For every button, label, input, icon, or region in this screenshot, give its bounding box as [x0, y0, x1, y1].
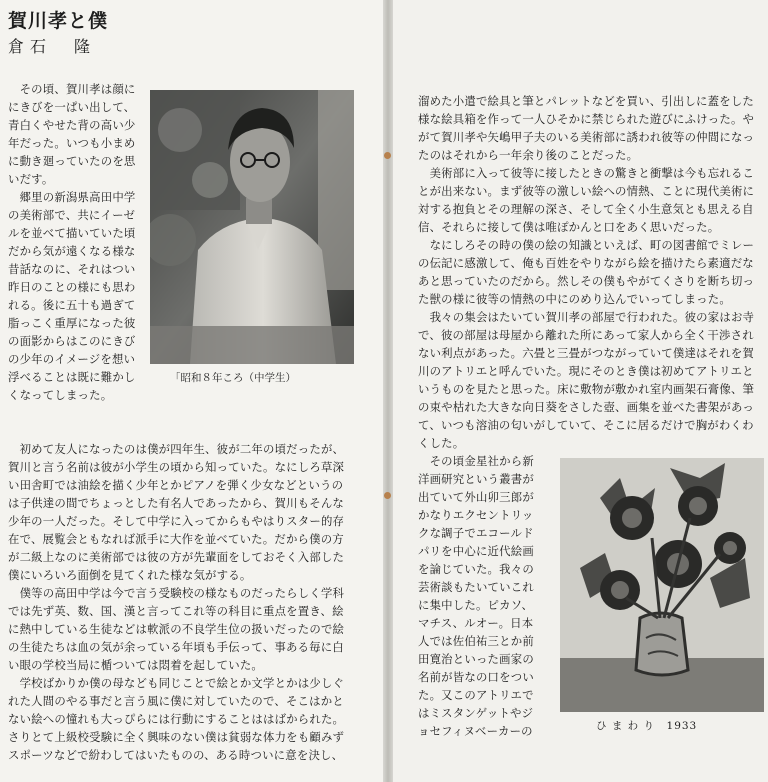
text-line: 郷里の新潟県高田中学 — [8, 190, 136, 204]
text-line: 浮べることは既に難かし — [8, 370, 136, 384]
text-line: 賀川と言う名前は彼が小学生の頃から知っていた。なにしろ草深 — [8, 460, 345, 474]
text-line: くした。 — [418, 436, 465, 450]
sunflower-painting — [560, 458, 764, 712]
text-line: 田寛治といった画家の — [418, 652, 534, 666]
text-line: 様な絵具箱を作って一人ひそかに禁じられた遊びにふけった。や — [418, 112, 755, 126]
text-line: かなりエクセントリッ — [418, 508, 534, 522]
text-line: れる。後に五十も過ぎて — [8, 298, 136, 312]
left-narrow-column — [8, 80, 150, 404]
text-line: を論じていた。我々の — [418, 562, 534, 576]
portrait-photo — [150, 90, 354, 364]
text-line: スポーツなどで紛わしてはいたものの、ある時ついに意を決し、 — [8, 748, 344, 762]
text-line: あと思っていたのだから。然しその僕もやがてくさりを断ち切っ — [418, 274, 755, 288]
text-line: い田舎町では油絵を描く少年とかピアノを弾く少女などというの — [8, 478, 344, 492]
text-line: た。又このアトリエで — [418, 688, 534, 702]
text-line: パリを中心に近代絵画 — [418, 544, 534, 558]
text-line: その頃、賀川孝は顔に — [8, 82, 136, 96]
text-line: に集中した。ピカソ、 — [418, 598, 534, 612]
text-line: さりとて上級校受験に全く興味のない僕は貧弱な体力をも顧みず — [8, 730, 345, 744]
left-wide-column — [8, 440, 376, 764]
text-line: で、彼の部屋は母屋から離れた所にあって家人から全く干渉され — [418, 328, 754, 342]
text-line: 脂っこく重厚になった彼 — [8, 316, 136, 330]
text-line: に動き廻っていたのを思 — [8, 154, 136, 168]
text-line: いうものを見たと思った。床に敷物が敷かれ室内画架石膏像、筆 — [418, 382, 755, 396]
text-line: マチス、ルオー。日本 — [418, 616, 534, 630]
portrait-image — [150, 90, 354, 364]
text-line: て、いつも溶油の匂いがしていて、そこに居るだけで胸がわくわ — [418, 418, 754, 432]
text-line: クな調子でエコールド — [418, 526, 534, 540]
text-line: の少年のイメージを想い — [8, 352, 136, 366]
text-line: はミスタンゲットやジ — [418, 706, 534, 720]
text-line: 名前が皆なの口をつい — [418, 670, 534, 684]
text-line: 昔話なのに、それはつい — [8, 262, 136, 276]
right-wide-column — [418, 92, 758, 452]
text-line: ルを並べて描いていた頃 — [8, 226, 136, 240]
text-line: 人では佐伯祐三とか前 — [418, 634, 534, 648]
text-line: 少年の一人だった。そして中学に入ってからもやはりスター的存 — [8, 514, 345, 528]
text-line: の面影からはこのにきび — [8, 334, 136, 348]
right-narrow-column — [418, 452, 558, 740]
text-line: 青白くやせた背の高い少 — [8, 118, 136, 132]
text-line: の生徒たちは血の気が余っている年頃も手伝って、事ある毎に白 — [8, 640, 344, 654]
text-line: がて賀川孝や矢嶋甲子夫のいる美術部に誘われ彼等の仲間になっ — [418, 130, 755, 144]
text-line: 溜めた小遣で絵具と筆とパレットなどを買い、引出しに蓋をした — [418, 94, 755, 108]
text-line: 昨日のことの様にも思わ — [8, 280, 136, 294]
text-line: 出ていて外山卯三郎が — [418, 490, 534, 504]
sunflower-image — [560, 458, 764, 712]
text-line: 我々の集会はたいてい賀川孝の部屋で行われた。彼の家はお寺 — [418, 310, 755, 324]
portrait-caption: 「昭和８年ころ（中学生） — [170, 372, 296, 384]
text-line: 僕にいろいろ面倒を見てくれた様な気がする。 — [8, 568, 252, 582]
text-line: 僕等の高田中学は今で言う受験校の様なものだったらしく学科 — [8, 586, 345, 600]
text-line: くなってしまった。 — [8, 388, 113, 402]
text-line: 美術部に入って彼等に接したときの驚きと衝撃は今も忘れるこ — [418, 166, 755, 180]
text-line: とが出来ない。まず彼等の激しい絵への情熱、ことに現代美術に — [418, 184, 755, 198]
text-line: た獣の様に彼等の情熱の中にのめり込んでいってしまった。 — [418, 292, 731, 306]
book-spine — [383, 0, 393, 782]
text-line: 川のアトリエと呼んでいた。現にそのとき僕は初めてアトリエと — [418, 364, 754, 378]
text-line: 信、それらに接して僕は唯ぽかんと口をあく思いだった。 — [418, 220, 720, 234]
text-line: の束や枯れた大きな向日葵をさした壺、画集を並べた書架があっ — [418, 400, 755, 414]
text-line: たのはそれから一年余り後のことだった。 — [418, 148, 639, 162]
text-line: 洋画研究という叢書が — [418, 472, 534, 486]
text-line: にきびを一ぱい出して、 — [8, 100, 136, 114]
text-line: に熱中している生徒などは軟派の不良学生位の扱いだったので絵 — [8, 622, 345, 636]
text-line: 学校ばかりか僕の母なども同じことで絵とか文学とかは少しぐ — [8, 676, 345, 690]
text-line: 初めて友人になったのは僕が四年生、彼が二年の頃だったが、 — [8, 442, 345, 456]
binding-hole — [384, 492, 391, 499]
text-line: の美術部で、共にイーゼ — [8, 208, 136, 222]
text-line: ない絵への憧れも大っぴらには行動にすることははばかられた。 — [8, 712, 345, 726]
text-line: ョセフィヌベーカーの — [418, 724, 533, 738]
text-line: いだす。 — [8, 172, 54, 186]
article-author: 倉石 隆 — [8, 37, 97, 56]
text-line: い眼の学校当局に楯ついては悶着を起していた。 — [8, 658, 263, 672]
text-line: なにしろその時の僕の絵の知識といえば、町の図書館でミレー — [418, 238, 755, 252]
text-line: だから気が遠くなる様な — [8, 244, 136, 258]
sunflower-caption: ひ ま わ り 1933 — [596, 720, 698, 732]
text-line: は子供達の間でちょっとした有名人であったから、賀川もそんな — [8, 496, 345, 510]
text-line: が二級上なのに美術部では彼の方が先輩面をしておそく入部した — [8, 550, 345, 564]
text-line: では先ず英、数、国、漢と言ってこれ等の科目に重点を置き、絵 — [8, 604, 344, 618]
text-line: の伝記に感激して、俺も百姓をやりながら絵を描けたら素適だな — [418, 256, 754, 270]
text-line: れた人間のやる事だと言う風に僕に対していたので、そこはかと — [8, 694, 344, 708]
article-title: 賀川孝と僕 — [8, 10, 109, 32]
text-line: 対する抱負とその理解の深さ、そして全く小生意気とも思える自 — [418, 202, 754, 216]
text-line: 芸術談もたいていこれ — [418, 580, 534, 594]
text-line: ない利点があった。六畳と三畳がつながっていて僕達はそれを賀 — [418, 346, 755, 360]
text-line: 年だった。いつも小まめ — [8, 136, 136, 150]
text-line: 在で、展覧会ともなれば派手に大作を並べていた。だから僕の方 — [8, 532, 344, 546]
binding-hole — [384, 152, 391, 159]
text-line: その頃金星社から新 — [418, 454, 534, 468]
